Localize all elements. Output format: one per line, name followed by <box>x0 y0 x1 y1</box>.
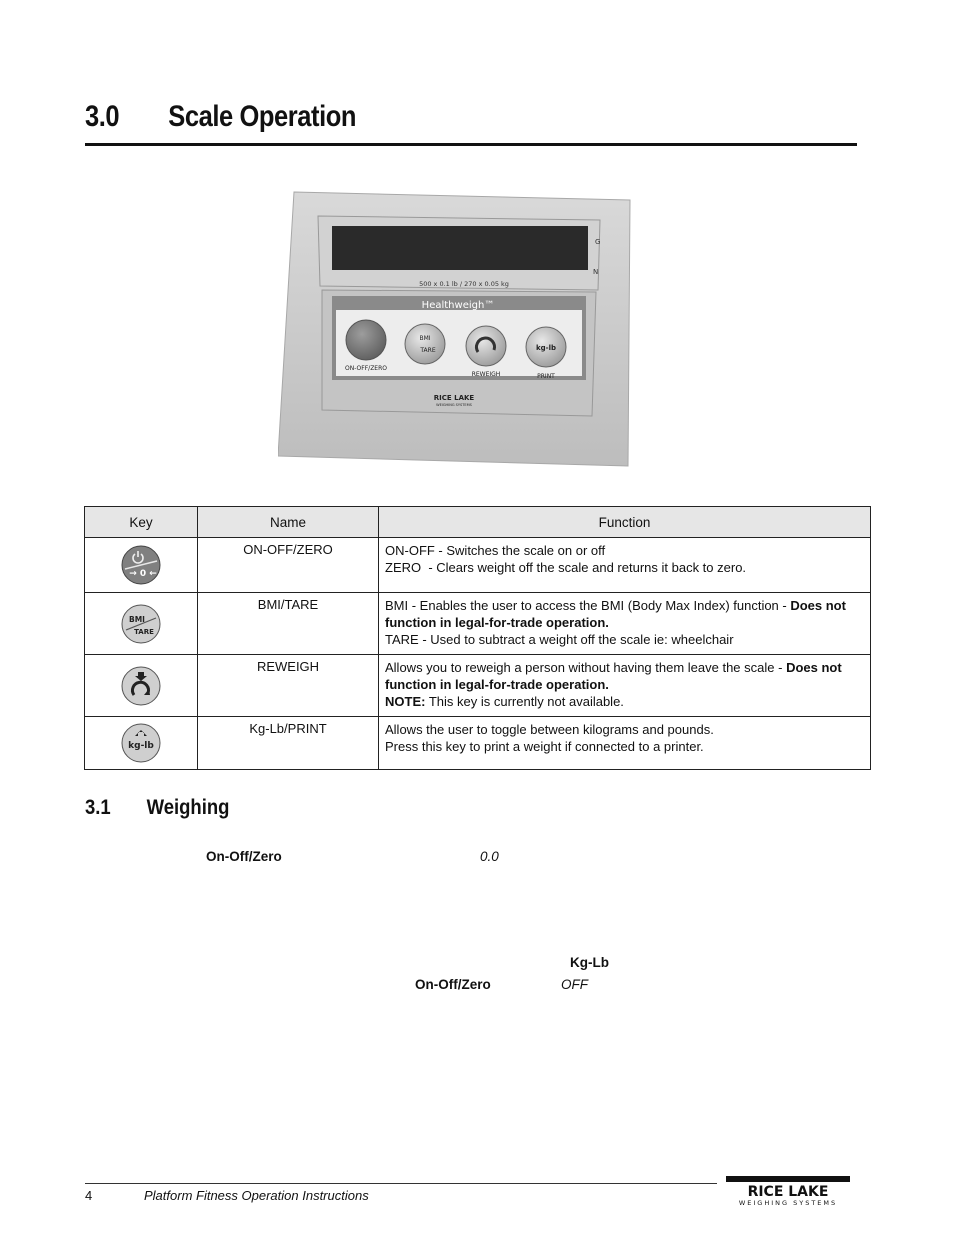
net-indicator: N <box>593 268 599 276</box>
name-cell: BMI/TARE <box>198 593 379 655</box>
function-line: ON-OFF - Switches the scale on or off <box>385 543 606 558</box>
legal-warning: Does not function in legal-for-trade operation. <box>385 598 846 630</box>
key-cell <box>85 538 198 593</box>
function-cell <box>379 593 871 655</box>
function-note: NOTE: This key is currently not available. <box>385 694 624 709</box>
display-value-zero: 0.0 <box>480 849 499 864</box>
header-function: Function <box>379 507 871 538</box>
logo-sub-text: WEIGHING SYSTEMS <box>738 1199 838 1207</box>
logo-main-text: RICE LAKE <box>747 1184 829 1200</box>
page-number: 4 <box>85 1188 93 1203</box>
capacity-label: 500 x 0.1 lb / 270 x 0.05 kg <box>419 280 509 288</box>
power-zero-icon <box>121 545 161 585</box>
zero-symbol: → 0 ← <box>129 569 157 579</box>
name-cell: Kg-Lb/PRINT <box>198 717 379 770</box>
keyword-on-off-zero-2: On-Off/Zero <box>415 977 491 992</box>
bmi-tare-icon <box>121 604 161 644</box>
brand-label: Healthweigh™ <box>421 300 495 311</box>
device-tare-text: TARE <box>420 347 436 354</box>
table-row <box>85 538 871 593</box>
subsection-number: 3.1 <box>85 796 111 819</box>
table-header-row <box>85 507 871 538</box>
table-row <box>85 655 871 717</box>
device-bmi-text: BMI <box>419 335 431 342</box>
legal-warning: Does not function in legal-for-trade operation. <box>385 660 842 692</box>
function-line: Allows you to reweigh a person without having them leave the scale - Does not function in legal-for-trade operation. <box>385 660 842 692</box>
key-function-table <box>84 506 871 770</box>
rice-lake-logo <box>724 1174 854 1208</box>
device-logo-sub: WEIGHING SYSTEMS <box>436 403 472 407</box>
function-cell <box>379 655 871 717</box>
function-line: BMI - Enables the user to access the BMI (Body Max Index) function - Does not function in legal-for-trade operation. <box>385 598 846 630</box>
keyword-on-off-zero: On-Off/Zero <box>206 849 282 864</box>
scale-indicator-photo <box>278 190 634 470</box>
function-line: ZERO - Clears weight off the scale and returns it back to zero. <box>385 560 747 575</box>
table-row <box>85 593 871 655</box>
section-number: 3.0 <box>85 100 120 133</box>
function-cell <box>379 717 871 770</box>
name-cell: ON-OFF/ZERO <box>198 538 379 593</box>
kg-lb-icon <box>121 723 161 763</box>
reweigh-icon <box>121 666 161 706</box>
gross-indicator: G <box>595 238 601 246</box>
device-kglb-text: kg-lb <box>536 344 556 352</box>
section-heading <box>85 100 356 134</box>
name-cell: REWEIGH <box>198 655 379 717</box>
key-cell <box>85 655 198 717</box>
device-button-label-3: PRINT <box>537 373 555 380</box>
function-line: Allows the user to toggle between kilograms and pounds. <box>385 722 714 737</box>
function-line: Press this key to print a weight if connected to a printer. <box>385 739 704 754</box>
display-value-off: OFF <box>561 977 588 992</box>
function-cell <box>379 538 871 593</box>
subsection-title: Weighing <box>146 796 230 819</box>
heading-rule <box>85 143 857 146</box>
tare-text: TARE <box>134 627 154 636</box>
table-row <box>85 717 871 770</box>
footer-rule <box>85 1183 717 1184</box>
document-title: Platform Fitness Operation Instructions <box>144 1188 369 1203</box>
key-cell <box>85 717 198 770</box>
kglb-text: kg-lb <box>128 741 154 751</box>
header-key: Key <box>85 507 198 538</box>
bmi-text: BMI <box>129 614 145 624</box>
device-button-label-0: ON-OFF/ZERO <box>345 365 387 372</box>
device-button-label-2: REWEIGH <box>471 371 501 378</box>
subsection-heading <box>85 796 229 820</box>
header-name: Name <box>198 507 379 538</box>
key-cell <box>85 593 198 655</box>
function-line: TARE - Used to subtract a weight off the scale ie: wheelchair <box>385 632 734 647</box>
device-logo: RICE LAKE <box>433 394 475 402</box>
section-title: Scale Operation <box>168 100 357 133</box>
note-label: NOTE: <box>385 694 426 709</box>
keyword-kg-lb: Kg-Lb <box>570 955 609 970</box>
